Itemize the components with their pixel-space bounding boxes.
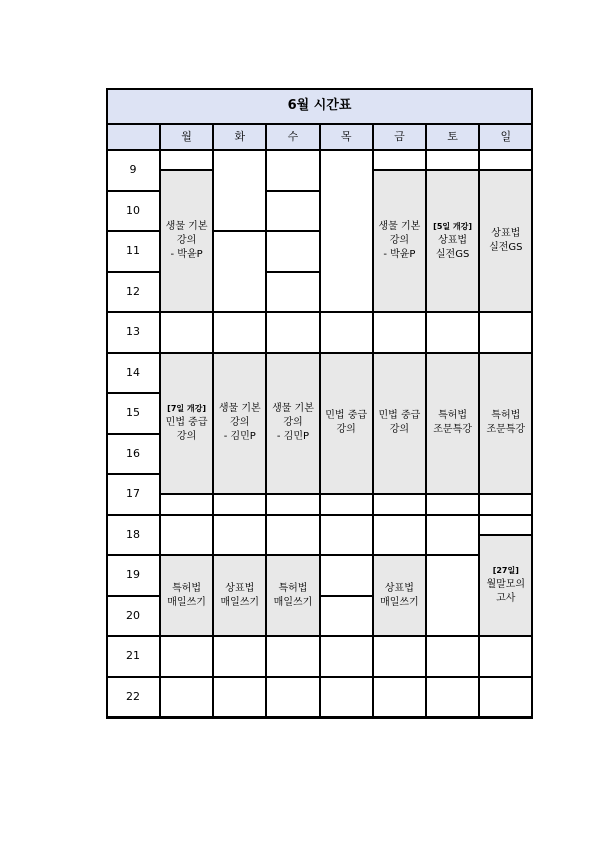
- class-label-line: 특허법: [491, 410, 521, 422]
- day-header: 화: [213, 124, 266, 150]
- hour-label: 10: [106, 191, 160, 232]
- class-label-line: 매일쓰기: [220, 596, 260, 608]
- hour-label: 15: [106, 393, 160, 434]
- class-label-line: 고사: [496, 593, 516, 605]
- class-label-line: 생물 기본: [165, 221, 208, 233]
- day-header: 일: [479, 124, 532, 150]
- class-label-line: 특허법: [278, 582, 308, 594]
- class-label-line: 생물 기본: [378, 221, 421, 233]
- class-label-line: 실전GS: [489, 242, 523, 254]
- class-label-line: [27일]: [492, 566, 519, 576]
- day-header: 금: [373, 124, 426, 150]
- class-label-line: 조문특강: [433, 424, 472, 436]
- hour-label: 13: [106, 312, 160, 353]
- class-label-line: 생물 기본: [218, 403, 261, 415]
- day-header: 목: [320, 124, 373, 150]
- class-label-line: - 박윤P: [383, 249, 416, 261]
- class-label-line: 강의: [283, 417, 303, 429]
- timetable-title: 6월 시간표: [106, 88, 533, 124]
- hour-label: 18: [106, 515, 160, 556]
- hour-label: 20: [106, 596, 160, 637]
- class-label-line: 강의: [336, 424, 356, 436]
- class-label-line: 민법 중급: [165, 417, 208, 429]
- class-label-line: 강의: [176, 431, 197, 443]
- class-label-line: 강의: [230, 417, 250, 429]
- class-label-line: 상표법: [225, 582, 255, 594]
- hour-label: 19: [106, 555, 160, 596]
- hour-label: 22: [106, 677, 160, 718]
- class-label-line: 조문특강: [486, 424, 526, 436]
- day-header: 월: [160, 124, 213, 150]
- class-label-line: 매일쓰기: [273, 596, 313, 608]
- class-label-line: 민법 중급: [378, 410, 421, 422]
- class-label-line: 매일쓰기: [167, 596, 206, 608]
- day-header: 수: [266, 124, 319, 150]
- class-label-line: 상표법: [384, 582, 414, 594]
- class-label-line: 월말모의: [486, 579, 526, 591]
- hour-label: 11: [106, 231, 160, 272]
- class-label-line: 상표법: [438, 235, 468, 247]
- class-label-line: 생물 기본: [272, 403, 314, 415]
- class-label-line: 강의: [389, 235, 410, 247]
- class-label-line: 특허법: [172, 582, 202, 594]
- class-label-line: [5일 개강]: [433, 222, 473, 232]
- class-label-line: - 김민P: [223, 431, 256, 443]
- hour-label: 16: [106, 434, 160, 475]
- class-label-line: 매일쓰기: [380, 596, 419, 608]
- class-label-line: 민법 중급: [325, 410, 368, 422]
- class-label-line: 실전GS: [435, 249, 470, 261]
- day-header: 토: [426, 124, 479, 150]
- class-label-line: - 박윤P: [170, 249, 203, 261]
- class-label-line: - 김민P: [276, 431, 310, 443]
- hour-label: 17: [106, 474, 160, 515]
- hour-label: 14: [106, 353, 160, 394]
- class-label-line: 강의: [389, 424, 410, 436]
- class-label-line: 강의: [176, 235, 197, 247]
- class-label-line: 상표법: [491, 228, 521, 240]
- hour-label: 9: [106, 150, 160, 191]
- class-label-line: 특허법: [438, 410, 468, 422]
- timetable-frame: [106, 88, 533, 719]
- hour-label: 12: [106, 272, 160, 313]
- hour-label: 21: [106, 636, 160, 677]
- class-label-line: [7일 개강]: [167, 404, 207, 414]
